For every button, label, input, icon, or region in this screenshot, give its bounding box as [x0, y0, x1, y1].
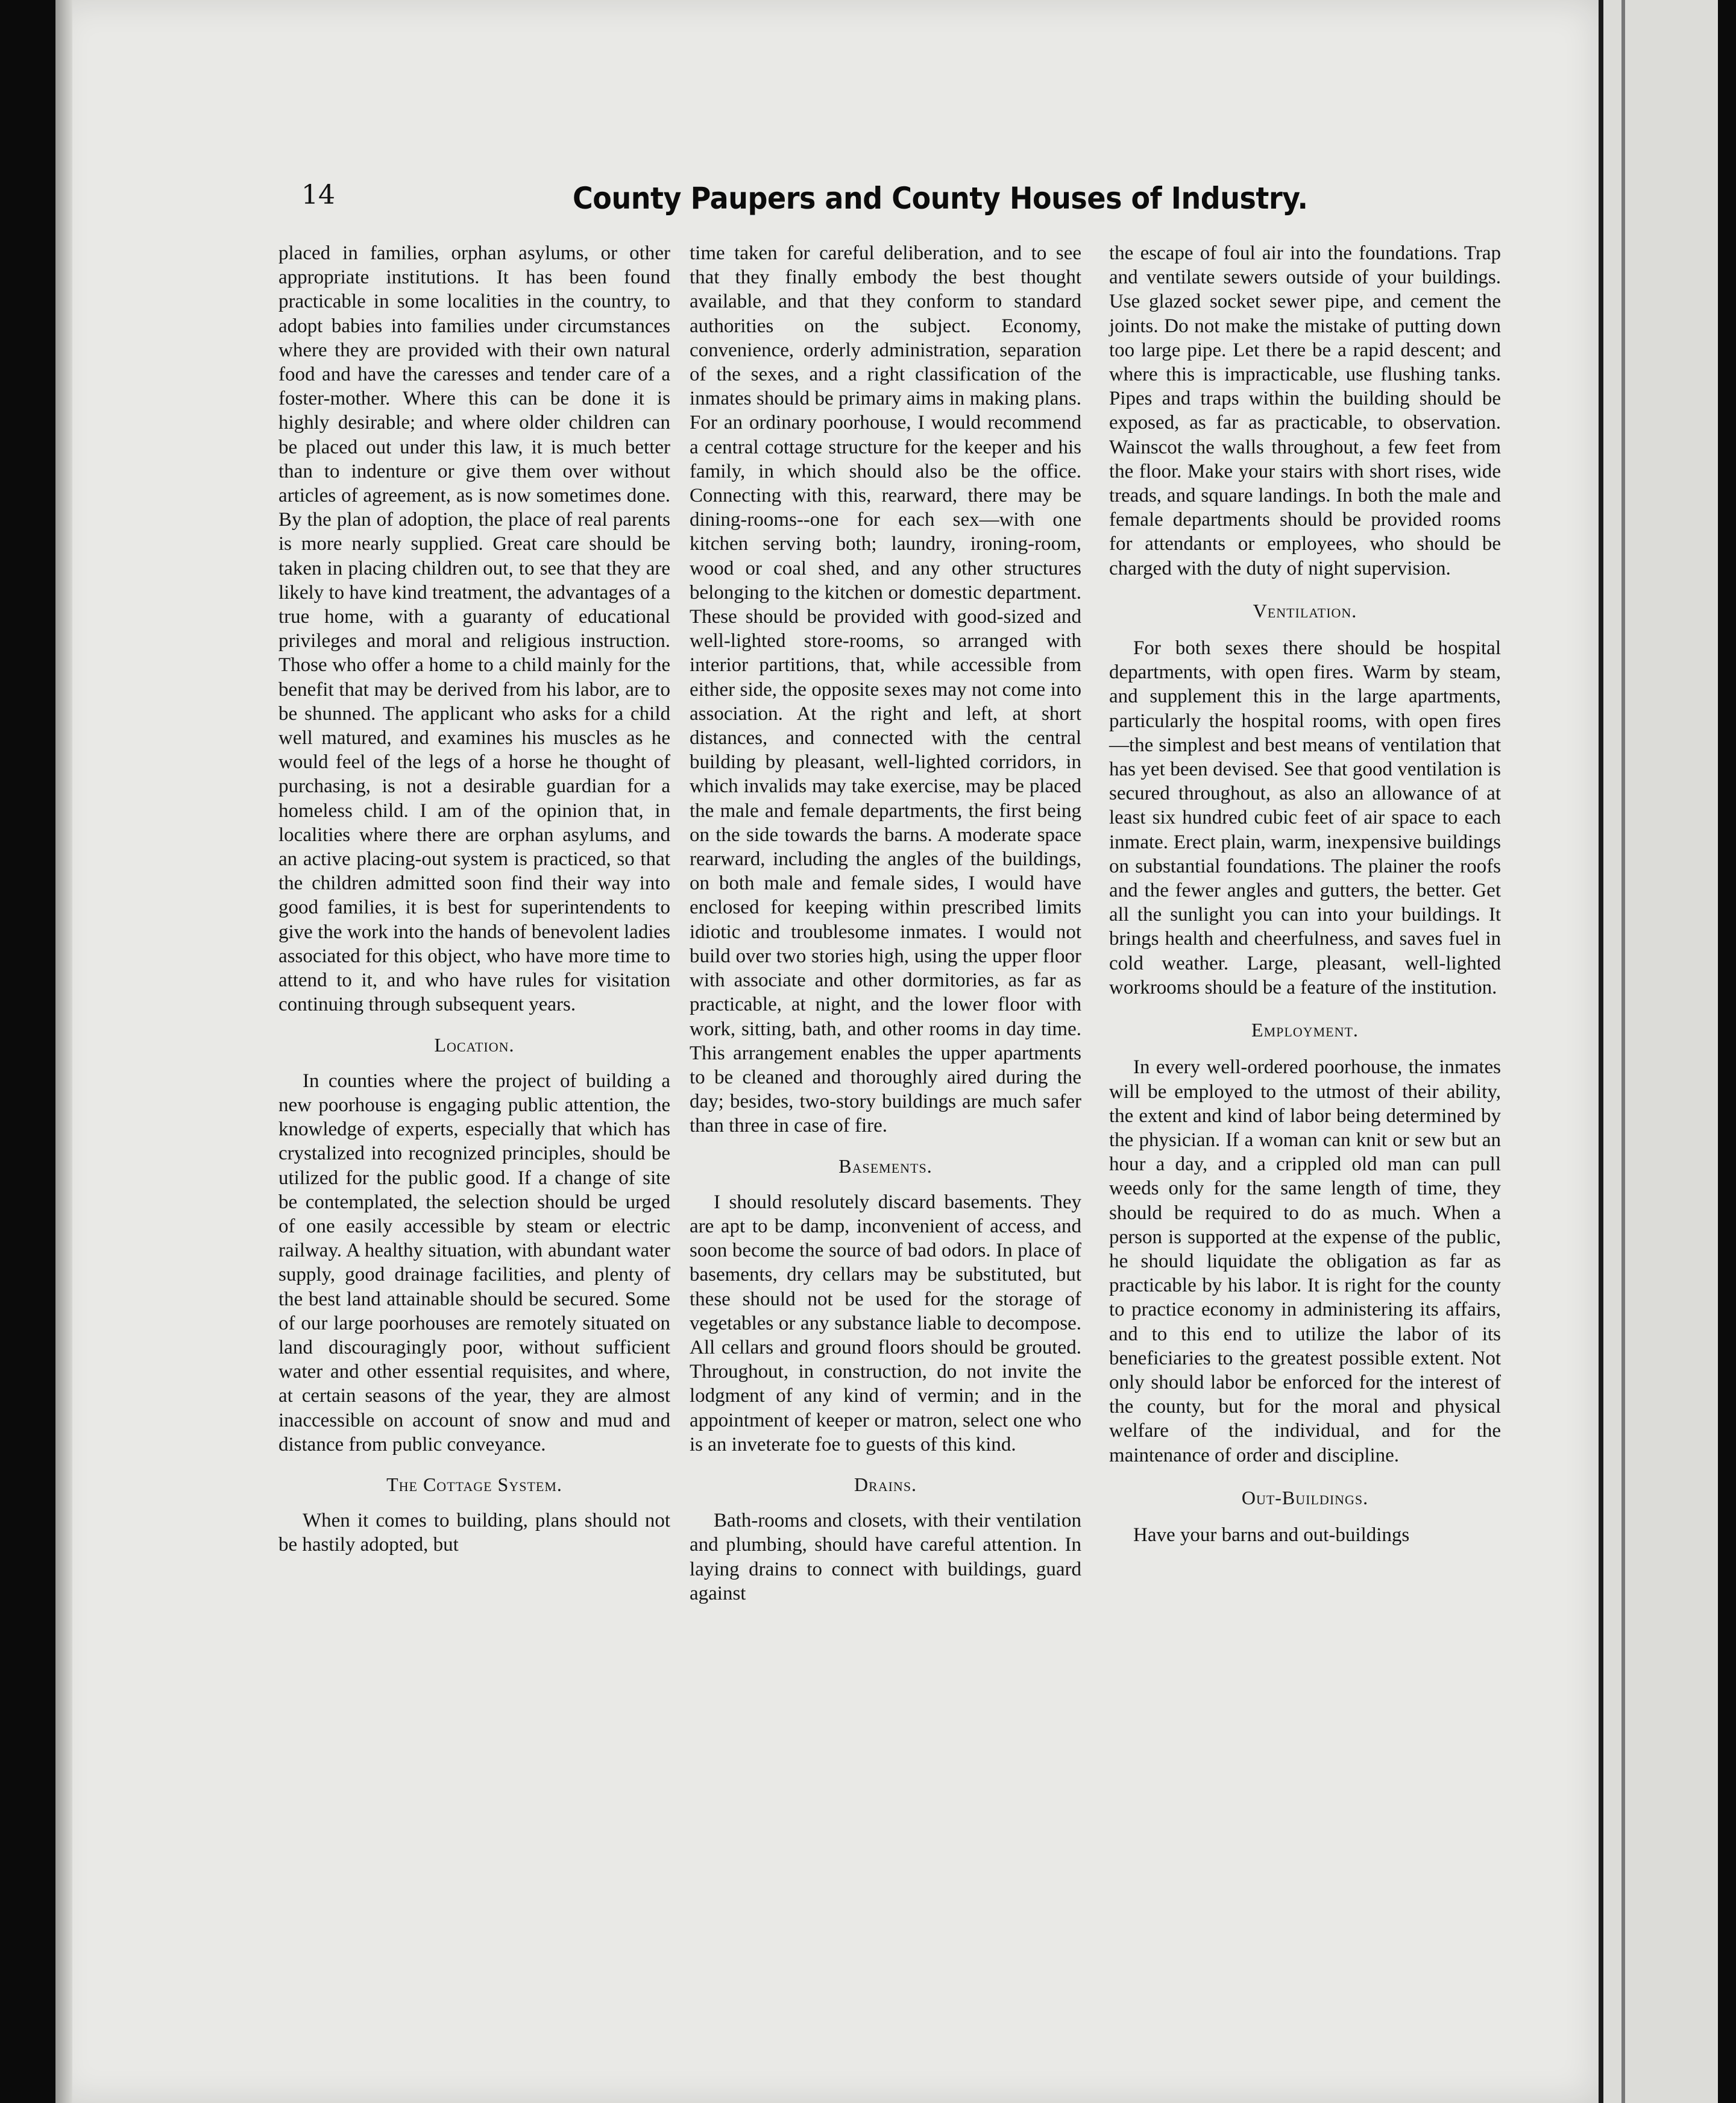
facing-page-line	[1621, 0, 1625, 2103]
paragraph-basements: I should resolutely discard basements. They are apt to be damp, inconvenient of access, and soon become the source of bad odors. In place of basements, dry cellars may be substituted, but these should not be used for the storage of vegetables or any substance liable to decompose. All cellars and ground floors should be grouted. Throughout, in construction, do not invite the lodgment of any kind of vermin; and in the appointment of keeper or matron, select one who is an inveterate foe to guests of this kind.	[690, 1191, 1081, 1455]
page-edge-shadow	[55, 0, 72, 2103]
running-title: County Paupers and County Houses of Industry.	[573, 181, 1308, 216]
paragraph-sewers: the escape of foul air into the foundations. Trap and ventilate sewers outside of your buildings. Use glazed socket sewer pipe, and cement the joints. Do not make the mistake of putting down too large pipe. Let there be a rapid descent; and where this is impracticable, use flushing tanks. Pipes and traps within the building should be exposed, as far as practicable, to observation. Wainscot the walls throughout, a few feet from the floor. Make your stairs with short rises, wide treads, and square landings. In both the male and female departments should be provided rooms for attendants or employees, who should be charged with the duty of night supervision.	[1109, 242, 1501, 579]
paragraph-cottage-system: When it comes to building, plans should not be hastily adopted, but	[278, 1510, 670, 1556]
paragraph-out-buildings: Have your barns and out-buildings	[1133, 1524, 1410, 1546]
facing-page-edge	[1599, 0, 1718, 2103]
section-heading-employment: Employment.	[1251, 1019, 1359, 1041]
section-heading-out-buildings: Out-Buildings.	[1241, 1486, 1369, 1509]
paragraph-drains: Bath-rooms and closets, with their ventilation and plumbing, should have careful attention. In laying drains to connect with buildings, guard against	[690, 1510, 1081, 1604]
section-heading-basements: Basements.	[838, 1155, 932, 1177]
paragraph-employment: In every well-ordered poorhouse, the inmates will be employed to the utmost of their ability, the extent and kind of labor being determined by the physician. If a woman can knit or sew but an hour a day, and a crippled old man can pull weeds only for the same length of time, they should be required to do as much. When a person is supported at the expense of the public, he should liquidate the obligation as far as practicable by his labor. It is right for the county to practice economy in administering its affairs, and to this end to utilize the labor of its beneficiaries to the greatest possible extent. Not only should labor be enforced for the interest of the county, but for the moral and physical welfare of the individual, and for the maintenance of order and discipline.	[1109, 1056, 1501, 1466]
page-number: 14	[301, 180, 335, 210]
section-heading-cottage-system: The Cottage System.	[386, 1473, 562, 1495]
paragraph-adoption: placed in families, orphan asylums, or other appropriate institutions. It has been found practicable in some localities in the country, to adopt babies into families under circumstances where they are provided with their own natural food and have the caresses and tender care of a foster-mother. Where this can be done it is highly desirable; and where older children can be placed out under this law, it is much better than to indenture or give them over without articles of agreement, as is now sometimes done. By the plan of adoption, the place of real parents is more nearly supplied. Great care should be taken in placing children out, to see that they are likely to have kind treatment, the advantages of a true home, with a guaranty of educational privileges and moral and religious instruction. Those who offer a home to a child mainly for the benefit that may be derived from his labor, are to be shunned. The applicant who asks for a child well matured, and examines his muscles as he would feel of the legs of a horse he thought of purchasing, is not a desirable guardian for a homeless child. I am of the opinion that, in localities where there are orphan asylums, and an active placing-out system is practiced, so that the children admitted soon find their way into good families, it is best for superintendents to give the work into the hands of benevolent ladies associated for this object, who have more time to attend to it, and who have rules for visitation continuing through subsequent years.	[278, 242, 670, 1016]
paragraph-planning: time taken for careful deliberation, and to see that they finally embody the best thought available, and that they conform to standard authorities on the subject. Economy, convenience, orderly administration, separation of the sexes, and a right classification of the inmates should be primary aims in making plans. For an ordinary poorhouse, I would recommend a central cottage structure for the keeper and his family, in which should also be the office. Connecting with this, rearward, there may be dining-rooms--one for each sex—with one kitchen serving both; laundry, ironing-room, wood or coal shed, and any other structures belonging to the kitchen or domestic department. These should be provided with good-sized and well-lighted store-rooms, so arranged with interior partitions, that, while accessible from either side, the opposite sexes may not come into association. At the right and left, at short distances, and connected with the central building by pleasant, well-lighted corridors, in which invalids may take exercise, may be placed the male and female departments, the first being on the side towards the barns. A moderate space rearward, including the angles of the buildings, on both male and female sides, I would have enclosed for keeping within prescribed limits idiotic and troublesome inmates. I would not build over two stories high, using the upper floor with associate and other dormitories, as far as practicable, at night, and the lower floor with work, sitting, bath, and other rooms in day time. This arrangement enables the upper apartments to be cleaned and thoroughly aired during the day; besides, two-story buildings are much safer than three in case of fire.	[690, 242, 1081, 1137]
section-heading-ventilation: Ventilation.	[1253, 599, 1357, 622]
paragraph-location: In counties where the project of building a new poorhouse is engaging public attention, the knowledge of experts, especially that which has crystalized into recognized principles, should be utilized for the public good. If a change of site be contemplated, the selection should be urged of one easily accessible by steam or electric railway. A healthy situation, with abundant water supply, good drainage facilities, and plenty of the best land attainable should be secured. Some of our large poorhouses are remotely situated on land discouragingly poor, without sufficient water and other essential requisites, and where, at certain seasons of the year, they are almost inaccessible on account of snow and mud and distance from public conveyance.	[278, 1070, 670, 1455]
paragraph-ventilation: For both sexes there should be hospital departments, with open fires. Warm by steam, and supplement this in the large apartments, particularly the hospital rooms, with open fires—the simplest and best means of ventilation that has yet been devised. See that good ventilation is secured throughout, as also an allowance of at least six hundred cubic feet of air space to each inmate. Erect plain, warm, inexpensive buildings on substantial foundations. The plainer the roofs and the fewer angles and gutters, the better. Get all the sunlight you can into your buildings. It brings health and cheerfulness, and saves fuel in cold weather. Large, pleasant, well-lighted workrooms should be a feature of the institution.	[1109, 637, 1501, 998]
section-heading-drains: Drains.	[854, 1473, 917, 1495]
text-column-3	[1109, 241, 1501, 1547]
section-heading-location: Location.	[434, 1033, 515, 1056]
text-column-1	[278, 241, 670, 1557]
text-column-2	[690, 241, 1081, 1606]
